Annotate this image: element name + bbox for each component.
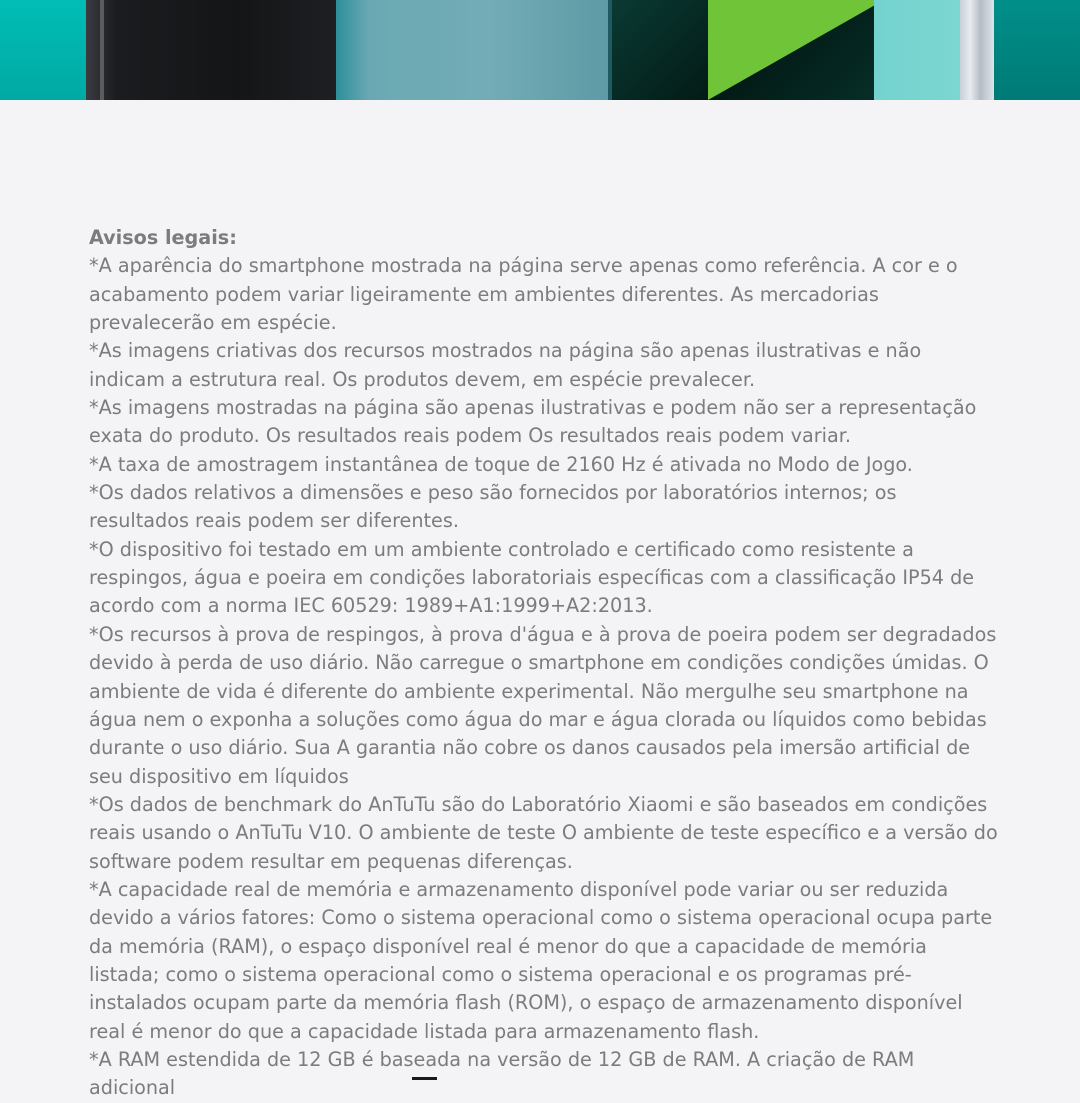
banner-teal-background-left: [0, 0, 86, 100]
phone-silver-edge: [960, 0, 994, 100]
legal-notices: [89, 224, 999, 1103]
phone-mint-render: [874, 0, 960, 100]
legal-item: *Os dados relativos a dimensões e peso são fornecidos por laboratórios internos; os resultados reais podem ser diferentes.: [89, 481, 897, 533]
product-banner-image: [0, 0, 1080, 100]
legal-item: *As imagens criativas dos recursos mostrados na página são apenas ilustrativas e não indicam a estrutura real. Os produtos devem, em espécie prevalecer.: [89, 339, 922, 391]
legal-item: *A aparência do smartphone mostrada na página serve apenas como referência. A cor e o acabamento podem variar ligeiramente em ambientes diferentes. As mercadorias prevalecerão em espécie.: [89, 254, 958, 335]
legal-item: *A capacidade real de memória e armazenamento disponível pode variar ou ser reduzida devido a vários fatores: Como o sistema operacional como o sistema operacional ocupa parte da memória (RAM), o espaço disponível real é menor do que a capacidade de memória listada; como o sistema operacional como o sistema operacional e os programas pré-instalados ocupam parte da memória flash (ROM), o espaço de armazenamento disponível real é menor do que a capacidade listada para armazenamento flash.: [89, 877, 993, 1043]
banner-teal-background-right: [994, 0, 1080, 100]
legal-heading: Avisos legais:: [89, 226, 237, 249]
legal-item: *A taxa de amostragem instantânea de toque de 2160 Hz é ativada no Modo de Jogo.: [89, 452, 913, 476]
legal-item: *As imagens mostradas na página são apenas ilustrativas e podem não ser a representação exata do produto. Os resultados reais podem Os resultados reais podem variar.: [89, 396, 977, 448]
green-wallpaper-shape: [708, 0, 874, 100]
phone-green-render: [612, 0, 874, 100]
legal-item: *A RAM estendida de 12 GB é baseada na versão de 12 GB de RAM. A criação de RAM adicional: [89, 1047, 915, 1100]
legal-item: *O dispositivo foi testado em um ambiente controlado e certificado como resistente a respingos, água e poeira em condições laboratoriais específicas com a classificação IP54 de acordo com a norma IEC 60529: 1989+A1:1999+A2:2013.: [89, 537, 975, 618]
phone-blue-render: [336, 0, 612, 100]
legal-item: *Os dados de benchmark do AnTuTu são do Laboratório Xiaomi e são baseados em condições reais usando o AnTuTu V10. O ambiente de teste O ambiente de teste específico e a versão do software podem resultar em pequenas diferenças.: [89, 792, 998, 873]
legal-item: *Os recursos à prova de respingos, à prova d'água e à prova de poeira podem ser degradados devido à perda de uso diário. Não carregue o smartphone em condições condições úmidas. O ambiente de vida é diferente do ambiente experimental. Não mergulhe seu smartphone na água nem o exponha a soluções como água do mar e água clorada ou líquidos como bebidas durante o uso diário. Sua A garantia não cobre os danos causados pela imersão artificial de seu dispositivo em líquidos: [89, 622, 997, 788]
phone-black-render: [86, 0, 336, 100]
